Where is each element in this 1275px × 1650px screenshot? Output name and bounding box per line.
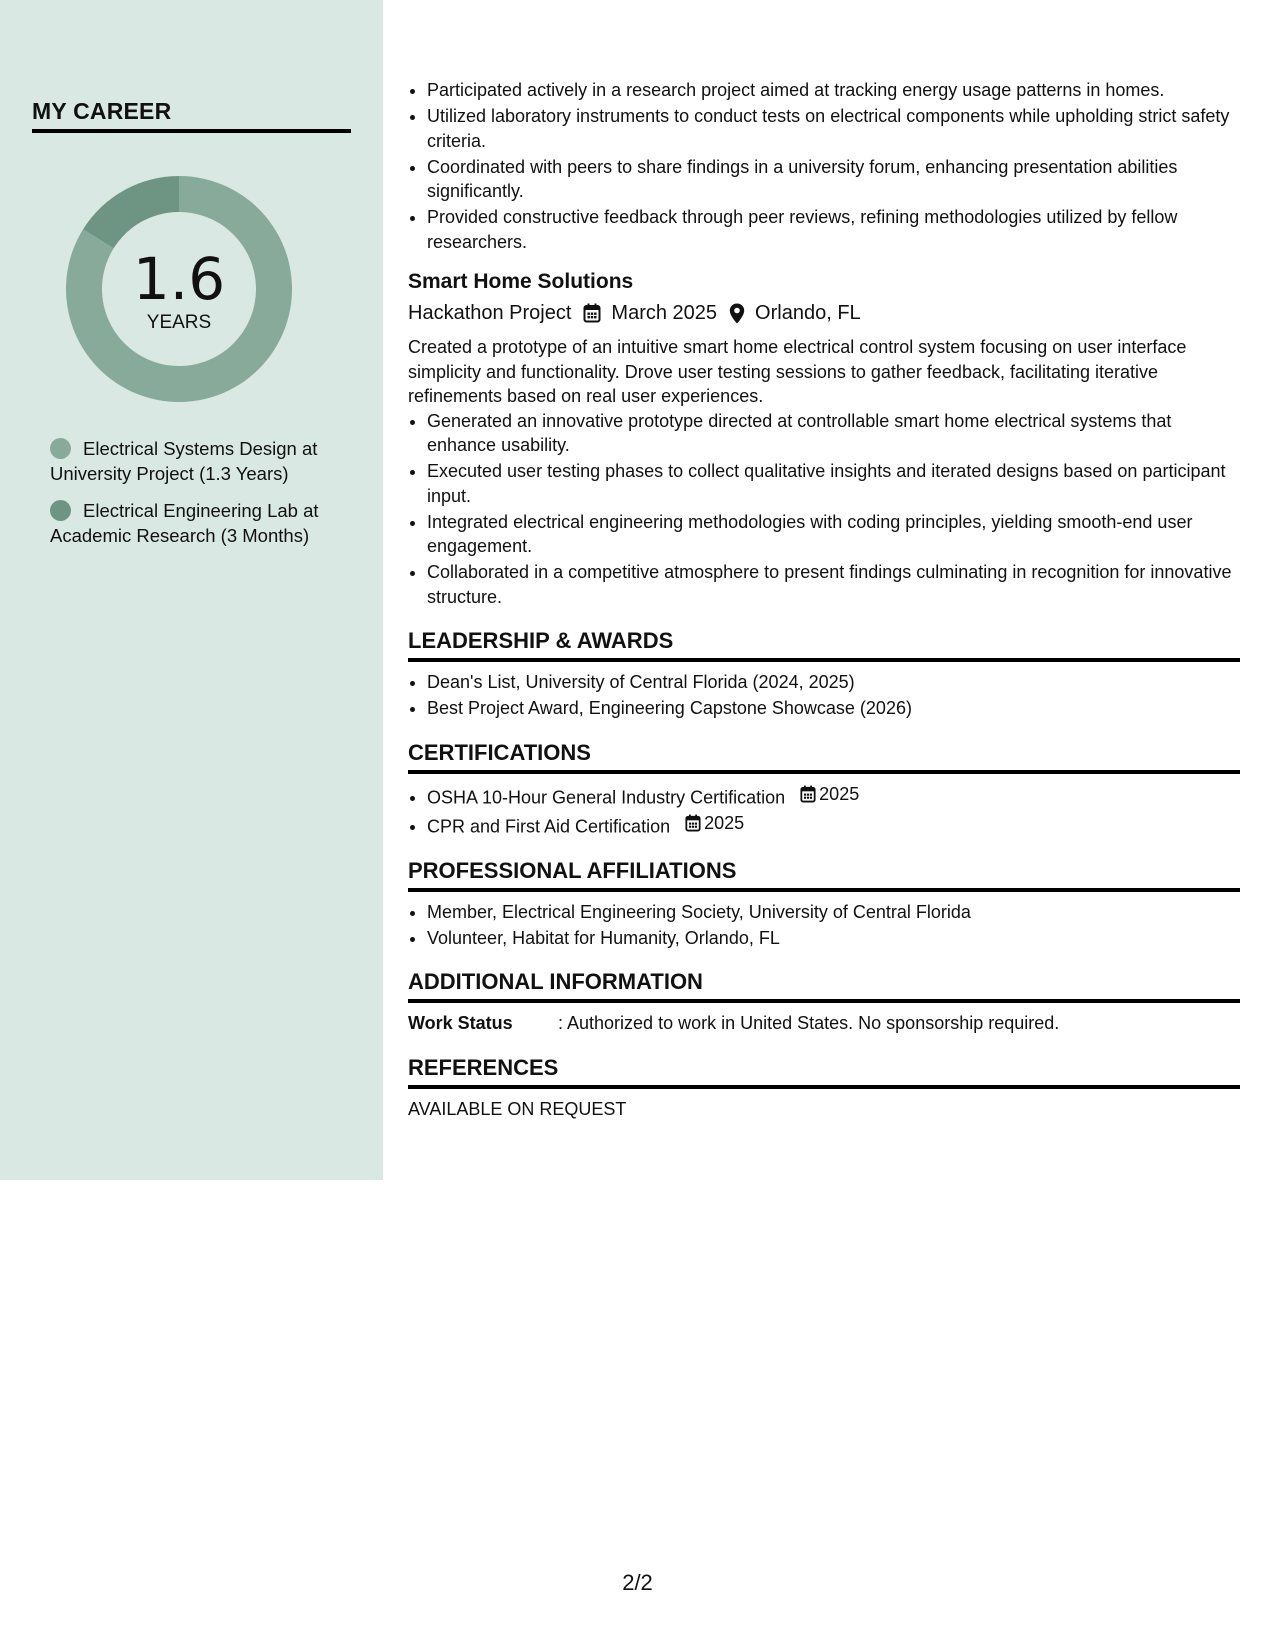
bullet-item: • Generated an innovative prototype directed at controllable smart home electrical systems that enhance usability. [427, 409, 1240, 458]
donut-segment-1 [83, 176, 179, 248]
calendar-icon [583, 303, 601, 323]
list-item: • Volunteer, Habitat for Humanity, Orlando, FL [427, 926, 1240, 951]
project-date: March 2025 [611, 302, 718, 324]
cert-date [685, 811, 744, 836]
legend-label: Electrical Systems Design at University Project (1.3 Years) [50, 438, 318, 484]
leadership-list [408, 670, 1240, 721]
project-location: Orlando, FL [755, 302, 861, 324]
list-item [427, 782, 1240, 810]
calendar-icon [685, 814, 701, 832]
cert-date [800, 782, 859, 807]
cert-year: 2025 [819, 783, 860, 804]
project-meta [408, 299, 1240, 327]
bullet-item: • Coordinated with peers to share findings in a university forum, enhancing presentation abilities significantly. [427, 155, 1240, 204]
additional-info-heading: ADDITIONAL INFORMATION [408, 968, 1240, 1003]
references-text: AVAILABLE ON REQUEST [408, 1098, 627, 1119]
project-description: Created a prototype of an intuitive smart home electrical control system focusing on user interface simplicity and functionality. Drove user testing sessions to gather feedback, facilitating iterative refinements based on real user experiences. [408, 337, 1187, 406]
list-item [427, 811, 1240, 839]
cert-name: OSHA 10-Hour General Industry Certification [427, 786, 786, 807]
career-total-unit: YEARS [146, 312, 212, 333]
bullet-item: • Collaborated in a competitive atmosphere to present findings culminating in recognition for innovative structure. [427, 560, 1240, 609]
legend-dot-icon [50, 438, 71, 459]
affiliations-list [408, 900, 1240, 951]
list-item: • Dean's List, University of Central Florida (2024, 2025) [427, 670, 1240, 695]
cert-name: CPR and First Aid Certification [427, 816, 671, 836]
project-bullets [408, 409, 1240, 610]
list-item: • Best Project Award, Engineering Capstone Showcase (2026) [427, 696, 1240, 721]
legend-dot-icon [50, 500, 71, 521]
career-heading: MY CAREER [32, 98, 351, 133]
location-pin-icon [729, 303, 745, 324]
project-title: Smart Home Solutions [408, 270, 634, 293]
bullet-item: • Participated actively in a research project aimed at tracking energy usage patterns in homes. [427, 78, 1240, 103]
work-status-value: : Authorized to work in United States. No sponsorship required. [558, 1013, 1060, 1033]
page-number: 2/2 [622, 1570, 653, 1595]
references-heading: REFERENCES [408, 1054, 1240, 1089]
calendar-icon [800, 785, 816, 803]
legend-label: Electrical Engineering Lab at Academic Research (3 Months) [50, 500, 319, 546]
work-status-row [408, 1011, 1240, 1036]
legend-item [50, 436, 350, 486]
bullet-item: • Integrated electrical engineering methodologies with coding principles, yielding smooth-end user engagement. [427, 510, 1240, 559]
leadership-heading: LEADERSHIP & AWARDS [408, 627, 1240, 662]
project-type: Hackathon Project [408, 302, 572, 324]
cert-year: 2025 [704, 812, 745, 833]
main-content [408, 78, 1240, 1121]
sidebar [0, 0, 383, 1180]
bullet-item: • Provided constructive feedback through peer reviews, refining methodologies utilized by fellow researchers. [427, 205, 1240, 254]
certifications-heading: CERTIFICATIONS [408, 739, 1240, 774]
list-item: • Member, Electrical Engineering Society, University of Central Florida [427, 900, 1240, 925]
bullet-item: • Utilized laboratory instruments to conduct tests on electrical components while upholding strict safety criteria. [427, 104, 1240, 153]
experience-bullets [408, 78, 1240, 254]
work-status-label: Work Status [408, 1013, 513, 1033]
legend-item [50, 498, 350, 548]
certifications-list [408, 782, 1240, 839]
bullet-item: • Executed user testing phases to collect qualitative insights and iterated designs based on participant input. [427, 459, 1240, 508]
affiliations-heading: PROFESSIONAL AFFILIATIONS [408, 857, 1240, 892]
career-total-value: 1.6 [132, 245, 226, 313]
career-legend [50, 436, 350, 560]
